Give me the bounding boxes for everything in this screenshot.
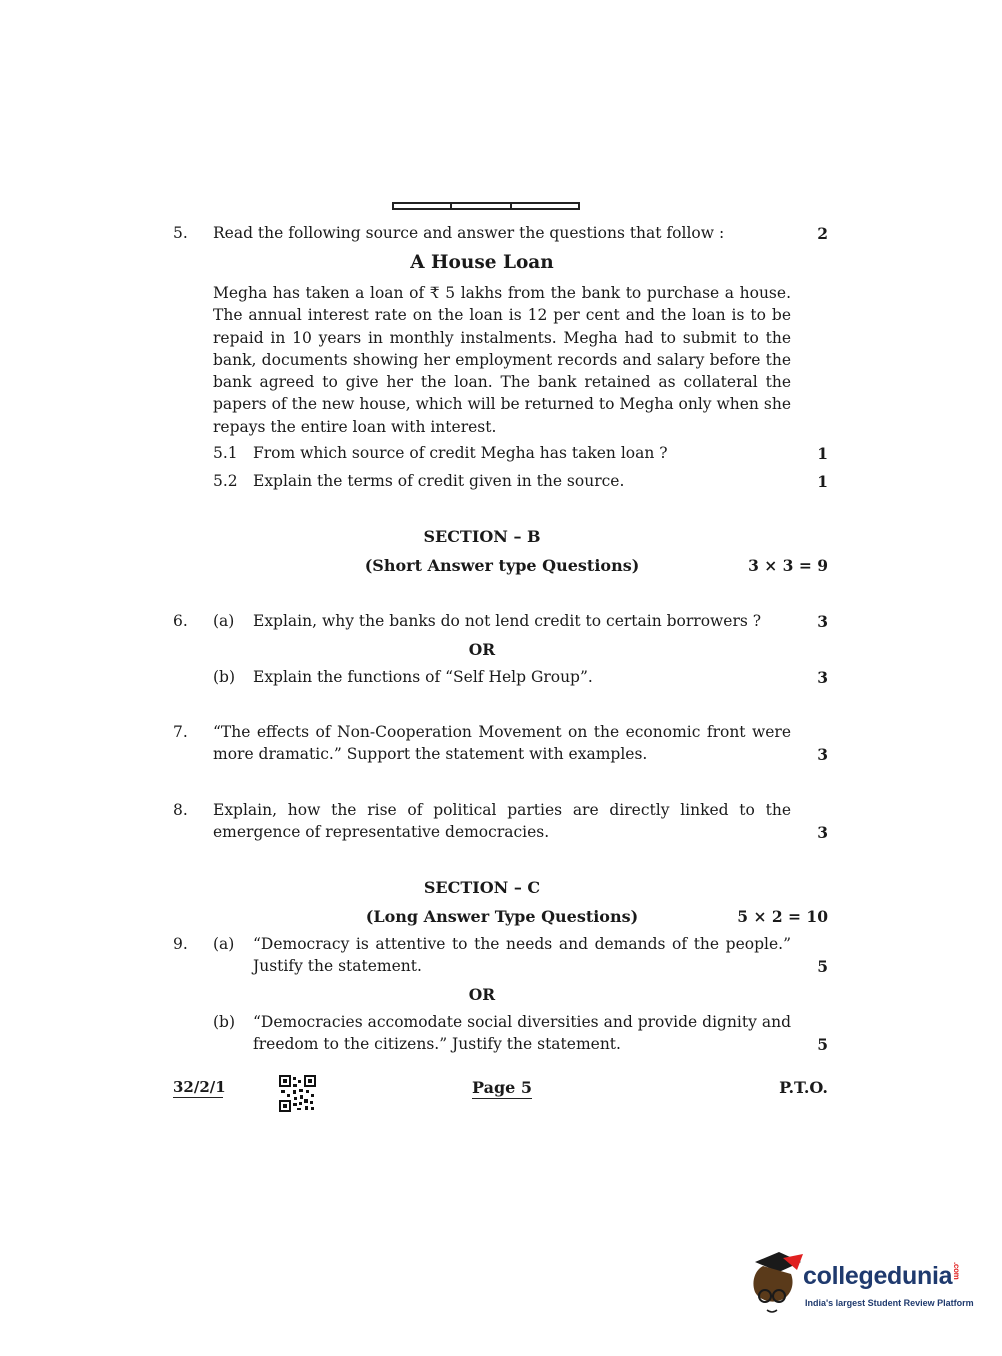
section-subtitle: (Short Answer type Questions) xyxy=(364,556,640,575)
question-text-line: “The effects of Non-Cooperation Movement on the economic front were xyxy=(213,723,791,741)
mascot-icon xyxy=(745,1248,805,1318)
question-text-line: freedom to the citizens.” Justify the statement. xyxy=(253,1035,621,1053)
question-text-line: more dramatic.” Support the statement with examples. xyxy=(213,745,648,763)
header-bar xyxy=(392,202,580,210)
subquestion-text: Explain the terms of credit given in the source. xyxy=(253,472,625,490)
or-separator: OR xyxy=(468,640,496,659)
subquestion-number: 5.1 xyxy=(213,444,238,462)
or-separator: OR xyxy=(468,985,496,1004)
brand-name: collegedunia xyxy=(803,1262,953,1290)
question-text-line: Explain, how the rise of political parties are directly linked to the xyxy=(213,801,791,819)
source-passage: Megha has taken a loan of ₹ 5 lakhs from the bank to purchase a house. The annual interest rate on the loan is 12 per cent and the loan is to be repaid in 10 years in monthly instalments. Megha had to submit to the bank, documents showing her employment records and salary before the bank agreed to give her the loan. The bank retained as collateral the papers of the new house, which will be returned to Megha only when she repays the entire loan with interest. xyxy=(213,284,791,436)
pto-label: P.T.O. xyxy=(779,1078,828,1097)
marks: 1 xyxy=(817,444,828,463)
marks: 2 xyxy=(817,224,828,243)
section-subtitle: (Long Answer Type Questions) xyxy=(365,907,639,926)
question-text-line: Justify the statement. xyxy=(253,957,422,975)
section-marks: 5 × 2 = 10 xyxy=(737,907,828,926)
marks: 3 xyxy=(817,668,828,687)
section-marks: 3 × 3 = 9 xyxy=(748,556,828,575)
question-number: 7. xyxy=(173,723,188,741)
marks: 5 xyxy=(817,957,828,976)
question-number: 9. xyxy=(173,935,188,953)
question-prompt: Read the following source and answer the questions that follow : xyxy=(213,224,725,242)
marks: 1 xyxy=(817,472,828,491)
source-title: A House Loan xyxy=(410,252,554,273)
marks: 5 xyxy=(817,1035,828,1054)
question-number: 5. xyxy=(173,224,188,242)
qr-code-icon xyxy=(279,1075,316,1112)
question-text-line: emergence of representative democracies. xyxy=(213,823,550,841)
question-text-line: “Democracies accomodate social diversities and provide dignity and xyxy=(253,1013,791,1031)
question-number: 8. xyxy=(173,801,188,819)
section-title: SECTION – C xyxy=(423,878,541,897)
page-number: Page 5 xyxy=(472,1078,533,1097)
question-text-line: “Democracy is attentive to the needs and demands of the people.” xyxy=(253,935,791,953)
collegedunia-logo xyxy=(745,1248,975,1318)
marks: 3 xyxy=(817,823,828,842)
marks: 3 xyxy=(817,612,828,631)
subquestion-text: From which source of credit Megha has taken loan ? xyxy=(253,444,668,462)
marks: 3 xyxy=(817,745,828,764)
section-title: SECTION – B xyxy=(423,527,541,546)
subquestion-number: 5.2 xyxy=(213,472,238,490)
option-label: (b) xyxy=(213,1013,236,1031)
option-label: (a) xyxy=(213,935,235,953)
question-text: Explain, why the banks do not lend credit to certain borrowers ? xyxy=(253,612,762,630)
option-label: (a) xyxy=(213,612,235,630)
question-text: Explain the functions of “Self Help Group”. xyxy=(253,668,593,686)
option-label: (b) xyxy=(213,668,236,686)
brand-suffix: .com xyxy=(952,1262,962,1280)
paper-code: 32/2/1 xyxy=(173,1078,226,1096)
brand-tagline: India's largest Student Review Platform xyxy=(805,1298,974,1308)
question-number: 6. xyxy=(173,612,188,630)
